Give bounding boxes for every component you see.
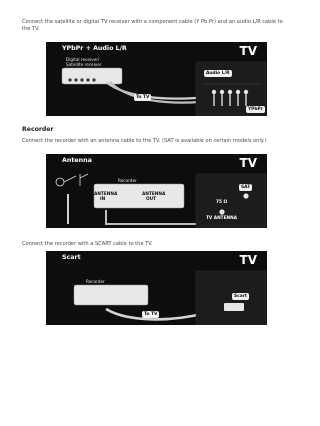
ypbpr-instruction: Connect the satellite or digital TV receiver with a component cable (Y Pb Pr) and an audio L/R cable to the TV. — [22, 19, 283, 33]
tv-antenna-ohm: 75 Ω — [216, 200, 228, 205]
audio-lr-port-tag: Audio L/R — [206, 71, 230, 76]
antenna-out-line1: ANTENNA — [142, 192, 166, 197]
recorder-heading: Recorder — [22, 126, 54, 133]
antenna-in-line2: IN — [100, 197, 106, 202]
sat-port-tag: SAT — [241, 185, 251, 190]
antenna-recorder-label: Recorder — [118, 178, 137, 183]
scart-recorder-box — [74, 285, 148, 305]
ypbpr-diagram — [46, 42, 267, 116]
scart-diagram — [46, 251, 267, 325]
ypbpr-tv-label: TV — [239, 44, 257, 58]
receiver-box — [62, 68, 122, 84]
scart-instruction: Connect the recorder with a SCART cable to the TV. — [22, 241, 153, 247]
antenna-out-line2: OUT — [146, 197, 157, 202]
antenna-diagram — [46, 154, 267, 228]
ypbpr-diagram-title: YPbPr + Audio L/R — [62, 45, 127, 52]
ypbpr-to-tv-tag: To TV — [136, 95, 150, 100]
antenna-tv-label: TV — [239, 156, 257, 170]
tv-antenna-port-label: TV ANTENNA — [206, 216, 238, 221]
recorder-instruction: Connect the recorder with an antenna cable to the TV. (SAT is available on certain models only.) — [22, 138, 267, 144]
scart-recorder-label: Recorder — [86, 279, 105, 284]
scart-to-tv-tag: To TV — [144, 312, 158, 317]
scart-diagram-title: Scart — [62, 254, 81, 261]
scart-port-tag: Scart — [234, 294, 247, 299]
receiver-label-line2: Satellite receiver — [66, 62, 102, 67]
antenna-in-line1: ANTENNA — [94, 192, 118, 197]
antenna-diagram-title: Antenna — [62, 157, 92, 164]
scart-tv-label: TV — [239, 253, 257, 267]
ypbpr-diagram-graphic — [46, 42, 267, 116]
ypbpr-port-tag: YPbPr — [248, 107, 263, 112]
receiver-label-line1: Digital receiver/ — [66, 57, 100, 62]
